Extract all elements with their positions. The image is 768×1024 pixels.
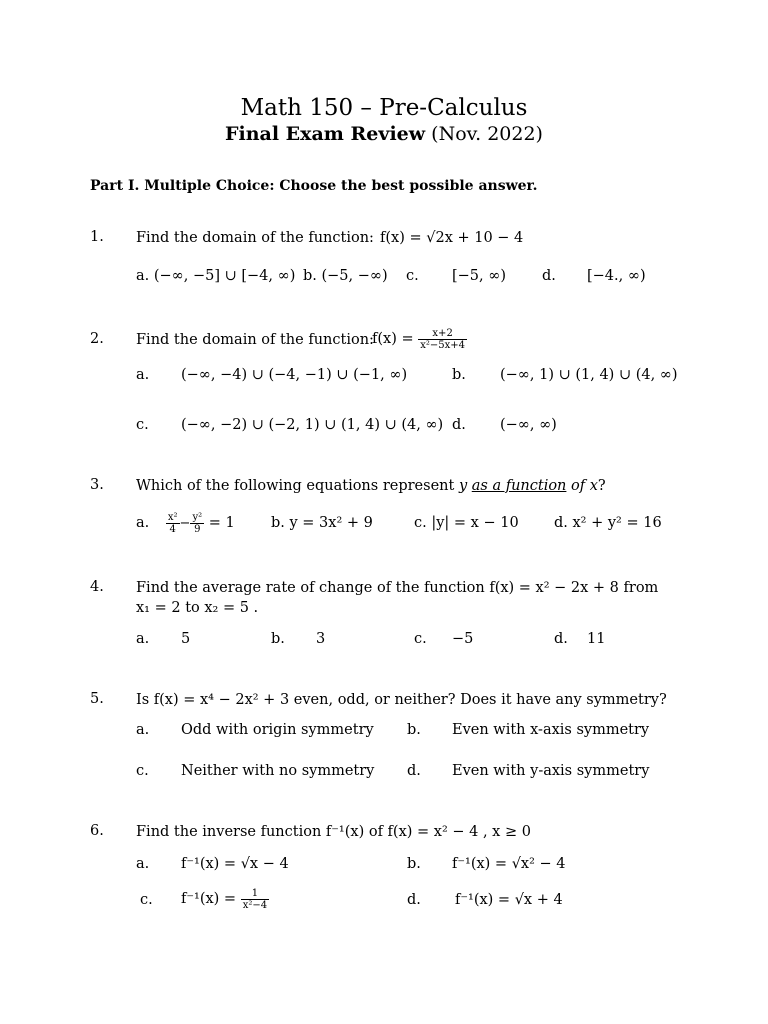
- option-b-label: b.: [407, 722, 421, 738]
- subtitle-main: Final Exam Review: [225, 123, 426, 145]
- option-b-label: b.: [407, 856, 421, 872]
- option-d: f⁻¹(x) = √x + 4: [455, 892, 563, 908]
- option-a-label: a.: [136, 631, 150, 647]
- fraction: $\frac{\text{y²}}{9}$: [192, 511, 203, 535]
- question-prompt: Find the average rate of change of the function f(x) = x² − 2x + 8 from: [136, 580, 659, 596]
- option-a: a. $\frac{\text{x²}}{4}$ − $\frac{\text{y²}}{9}$ = 1: [136, 511, 235, 535]
- option-c: (−∞, −2) ∪ (−2, 1) ∪ (1, 4) ∪ (4, ∞): [181, 417, 444, 433]
- option-b: b. (−5, −∞): [303, 268, 388, 284]
- page-subtitle: [0, 123, 768, 145]
- option-d: 11: [587, 631, 606, 647]
- option-a: f⁻¹(x) = √x − 4: [181, 856, 289, 872]
- prompt-emphasis: as a function: [471, 478, 567, 494]
- option-b: Even with x-axis symmetry: [452, 722, 650, 738]
- option-d: [−4., ∞): [587, 268, 646, 284]
- option-c: c. |y| = x − 10: [414, 515, 519, 531]
- option-d: Even with y-axis symmetry: [452, 763, 650, 779]
- question-formula: f(x) = √2x + 10 − 4: [380, 230, 524, 246]
- fraction: [418, 328, 467, 351]
- option-a: (−∞, −4) ∪ (−4, −1) ∪ (−1, ∞): [181, 367, 408, 383]
- option-a-label: a.: [136, 515, 150, 531]
- option-a-rest: = 1: [208, 515, 235, 531]
- option-a-label: a.: [136, 856, 150, 872]
- option-b: f⁻¹(x) = √x² − 4: [452, 856, 566, 872]
- part-heading: Part I. Multiple Choice: Choose the best possible answer.: [90, 178, 538, 194]
- option-b: 3: [316, 631, 326, 647]
- option-c: Neither with no symmetry: [181, 763, 375, 779]
- question-formula: [372, 324, 467, 354]
- formula-lhs: f(x) =: [372, 331, 414, 347]
- prompt-of: of: [571, 478, 586, 494]
- option-b-label: b.: [271, 631, 285, 647]
- fraction-denominator: x²−5x+4: [420, 339, 466, 351]
- option-a: 5: [181, 631, 191, 647]
- prompt-text: Which of the following equations represent: [136, 478, 455, 494]
- fraction: $\frac{\text{x²}}{4}$: [167, 511, 178, 535]
- question-prompt: [136, 477, 606, 495]
- option-d: d. x² + y² = 16: [554, 515, 662, 531]
- option-d-label: d.: [407, 763, 421, 779]
- prompt-var-x: x: [589, 478, 598, 494]
- option-c: [−5, ∞): [452, 268, 506, 284]
- question-number: 1.: [90, 229, 104, 245]
- option-b: b. y = 3x² + 9: [271, 515, 373, 531]
- question-number: 4.: [90, 579, 104, 595]
- option-c: −5: [452, 631, 474, 647]
- option-b: (−∞, 1) ∪ (1, 4) ∪ (4, ∞): [500, 367, 678, 383]
- question-prompt-line2: x₁ = 2 to x₂ = 5 .: [136, 600, 259, 616]
- prompt-qmark: ?: [597, 478, 606, 494]
- option-c-label: c.: [406, 268, 419, 284]
- option-c: [181, 884, 269, 914]
- fraction-numerator: x+2: [418, 328, 467, 340]
- option-d-label: d.: [554, 631, 568, 647]
- option-a: Odd with origin symmetry: [181, 722, 374, 738]
- option-c-lhs: f⁻¹(x) =: [181, 891, 237, 907]
- option-d-label: d.: [407, 892, 421, 908]
- fraction-numerator: 1: [241, 888, 269, 900]
- option-d: (−∞, ∞): [500, 417, 557, 433]
- page-title: Math 150 – Pre-Calculus: [240, 95, 528, 121]
- question-number: 5.: [90, 691, 104, 707]
- fraction-denominator: x²−4: [242, 899, 268, 911]
- option-b-label: b.: [452, 367, 466, 383]
- option-d-label: d.: [542, 268, 556, 284]
- option-c-label: c.: [136, 417, 149, 433]
- prompt-var-y: y: [458, 478, 468, 494]
- option-a-label: a.: [136, 367, 150, 383]
- option-c-label: c.: [136, 763, 149, 779]
- subtitle-date: (Nov. 2022): [431, 123, 543, 145]
- question-prompt: Find the domain of the function:: [136, 332, 374, 348]
- option-a-label: a.: [136, 722, 150, 738]
- option-d-label: d.: [452, 417, 466, 433]
- question-number: 6.: [90, 823, 104, 839]
- question-prompt: Find the domain of the function:: [136, 230, 374, 246]
- option-c-label: c.: [140, 892, 153, 908]
- option-a: a. (−∞, −5] ∪ [−4, ∞): [136, 268, 296, 284]
- question-prompt: Is f(x) = x⁴ − 2x² + 3 even, odd, or neither? Does it have any symmetry?: [136, 692, 667, 708]
- question-number: 2.: [90, 331, 104, 347]
- question-prompt: Find the inverse function f⁻¹(x) of f(x) = x² − 4 , x ≥ 0: [136, 824, 531, 840]
- option-c-label: c.: [414, 631, 427, 647]
- question-number: 3.: [90, 477, 104, 493]
- fraction: [241, 888, 269, 911]
